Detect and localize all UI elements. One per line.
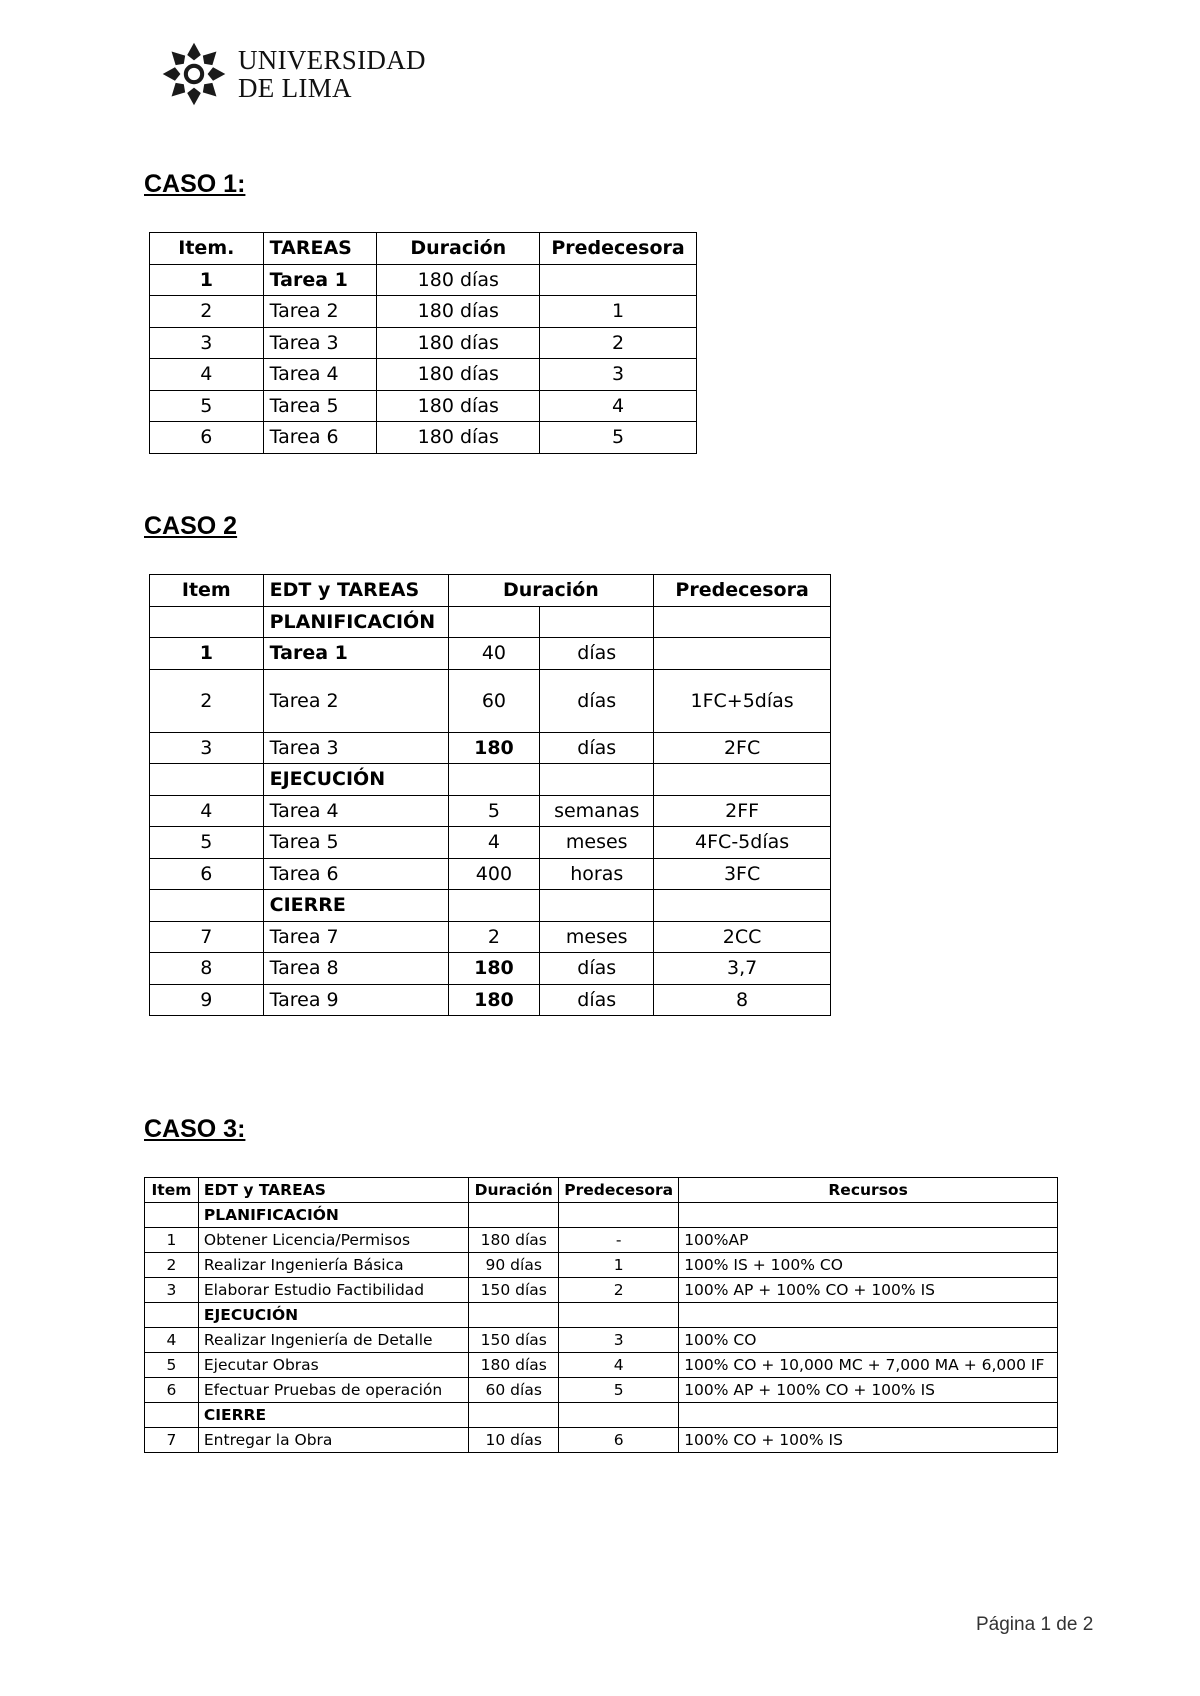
- table-row: [145, 1278, 1058, 1303]
- empty-cell: [448, 890, 540, 922]
- duration-unit-cell: días: [540, 953, 654, 985]
- caso2-header-item: Item: [150, 575, 264, 607]
- empty-cell: [469, 1303, 559, 1328]
- empty-cell: [654, 764, 831, 796]
- empty-cell: [540, 764, 654, 796]
- empty-cell: [679, 1303, 1058, 1328]
- empty-cell: [654, 890, 831, 922]
- duration-qty-cell: 180: [448, 732, 540, 764]
- empty-cell: [559, 1403, 679, 1428]
- table-row: [150, 669, 831, 732]
- item-cell: 6: [150, 858, 264, 890]
- caso2-title: CASO 2: [144, 512, 238, 540]
- section-label: CIERRE: [198, 1403, 468, 1428]
- item-cell: 5: [145, 1353, 199, 1378]
- task-cell: Tarea 6: [263, 858, 448, 890]
- predecessor-cell: 6: [559, 1428, 679, 1453]
- empty-cell: [150, 606, 264, 638]
- empty-cell: [540, 890, 654, 922]
- caso3-header-row: [145, 1178, 1058, 1203]
- predecessor-cell: 3,7: [654, 953, 831, 985]
- task-cell: Realizar Ingeniería Básica: [198, 1253, 468, 1278]
- duration-qty-cell: 400: [448, 858, 540, 890]
- task-cell: Tarea 5: [263, 390, 377, 422]
- duration-qty-cell: 2: [448, 921, 540, 953]
- predecessor-cell: 4FC-5días: [654, 827, 831, 859]
- item-cell: 1: [145, 1228, 199, 1253]
- predecessor-cell: 8: [654, 984, 831, 1016]
- caso2-header-predecesora: Predecesora: [654, 575, 831, 607]
- task-cell: Efectuar Pruebas de operación: [198, 1378, 468, 1403]
- item-cell: 6: [145, 1378, 199, 1403]
- item-cell: 7: [150, 921, 264, 953]
- duration-cell: 150 días: [469, 1328, 559, 1353]
- caso1-table: [149, 232, 697, 454]
- item-cell: 1: [150, 638, 264, 670]
- predecessor-cell: 5: [559, 1378, 679, 1403]
- table-row: [145, 1328, 1058, 1353]
- predecessor-cell: 4: [540, 390, 697, 422]
- item-cell: 8: [150, 953, 264, 985]
- table-row: [150, 984, 831, 1016]
- item-cell: 4: [150, 795, 264, 827]
- predecessor-cell: 1: [540, 296, 697, 328]
- duration-cell: 180 días: [377, 359, 540, 391]
- item-cell: 5: [150, 827, 264, 859]
- resources-cell: 100% AP + 100% CO + 100% IS: [679, 1278, 1058, 1303]
- section-row: [150, 606, 831, 638]
- duration-qty-cell: 180: [448, 953, 540, 985]
- section-label: CIERRE: [263, 890, 448, 922]
- empty-cell: [150, 890, 264, 922]
- item-cell: 5: [150, 390, 264, 422]
- duration-cell: 90 días: [469, 1253, 559, 1278]
- caso1-header-predecesora: Predecesora: [540, 233, 697, 265]
- caso3-title: CASO 3:: [144, 1115, 246, 1143]
- table-row: [150, 953, 831, 985]
- item-cell: 9: [150, 984, 264, 1016]
- section-label: EJECUCIÓN: [198, 1303, 468, 1328]
- section-label: PLANIFICACIÓN: [198, 1203, 468, 1228]
- duration-unit-cell: días: [540, 669, 654, 732]
- duration-qty-cell: 4: [448, 827, 540, 859]
- item-cell: 2: [150, 669, 264, 732]
- table-row: [145, 1228, 1058, 1253]
- section-row: [145, 1203, 1058, 1228]
- resources-cell: 100% CO + 10,000 MC + 7,000 MA + 6,000 IF: [679, 1353, 1058, 1378]
- task-cell: Tarea 3: [263, 327, 377, 359]
- task-cell: Tarea 4: [263, 359, 377, 391]
- duration-cell: 180 días: [377, 390, 540, 422]
- duration-cell: 180 días: [469, 1353, 559, 1378]
- resources-cell: 100% AP + 100% CO + 100% IS: [679, 1378, 1058, 1403]
- caso1-header-item: Item.: [150, 233, 264, 265]
- task-cell: Tarea 1: [263, 638, 448, 670]
- predecessor-cell: 3FC: [654, 858, 831, 890]
- empty-cell: [559, 1303, 679, 1328]
- logo-wordmark: [238, 46, 426, 102]
- duration-unit-cell: meses: [540, 921, 654, 953]
- task-cell: Tarea 3: [263, 732, 448, 764]
- predecessor-cell: 2FC: [654, 732, 831, 764]
- resources-cell: 100% CO + 100% IS: [679, 1428, 1058, 1453]
- duration-unit-cell: meses: [540, 827, 654, 859]
- table-row: [150, 390, 697, 422]
- caso3-header-edt: EDT y TAREAS: [198, 1178, 468, 1203]
- table-row: [145, 1378, 1058, 1403]
- caso1-title: CASO 1:: [144, 170, 246, 198]
- predecessor-cell: 1: [559, 1253, 679, 1278]
- duration-qty-cell: 5: [448, 795, 540, 827]
- item-cell: 1: [150, 264, 264, 296]
- task-cell: Entregar la Obra: [198, 1428, 468, 1453]
- table-row: [150, 422, 697, 454]
- predecessor-cell: 3: [540, 359, 697, 391]
- item-cell: 3: [150, 732, 264, 764]
- predecessor-cell: 2: [559, 1278, 679, 1303]
- task-cell: Tarea 8: [263, 953, 448, 985]
- empty-cell: [448, 764, 540, 796]
- item-cell: 3: [145, 1278, 199, 1303]
- page-number: Página 1 de 2: [976, 1614, 1094, 1635]
- predecessor-cell: 2: [540, 327, 697, 359]
- empty-cell: [559, 1203, 679, 1228]
- task-cell: Tarea 5: [263, 827, 448, 859]
- item-cell: 2: [150, 296, 264, 328]
- table-row: [150, 264, 697, 296]
- section-row: [145, 1303, 1058, 1328]
- table-row: [150, 638, 831, 670]
- task-cell: Ejecutar Obras: [198, 1353, 468, 1378]
- table-row: [150, 795, 831, 827]
- predecessor-cell: [540, 264, 697, 296]
- duration-unit-cell: días: [540, 984, 654, 1016]
- duration-cell: 150 días: [469, 1278, 559, 1303]
- task-cell: Tarea 4: [263, 795, 448, 827]
- university-logo: [160, 40, 426, 108]
- empty-cell: [145, 1303, 199, 1328]
- predecessor-cell: 2FF: [654, 795, 831, 827]
- section-row: [150, 890, 831, 922]
- item-cell: 7: [145, 1428, 199, 1453]
- caso2-header-row: [150, 575, 831, 607]
- duration-cell: 180 días: [377, 296, 540, 328]
- caso2-table: [149, 574, 831, 1016]
- task-cell: Tarea 6: [263, 422, 377, 454]
- duration-qty-cell: 60: [448, 669, 540, 732]
- resources-cell: 100% CO: [679, 1328, 1058, 1353]
- table-row: [150, 921, 831, 953]
- task-cell: Tarea 1: [263, 264, 377, 296]
- resources-cell: 100%AP: [679, 1228, 1058, 1253]
- table-row: [150, 327, 697, 359]
- item-cell: 4: [145, 1328, 199, 1353]
- resources-cell: 100% IS + 100% CO: [679, 1253, 1058, 1278]
- duration-cell: 10 días: [469, 1428, 559, 1453]
- caso2-header-duracion: Duración: [448, 575, 654, 607]
- predecessor-cell: 2CC: [654, 921, 831, 953]
- caso3-header-predecesora: Predecesora: [559, 1178, 679, 1203]
- empty-cell: [150, 764, 264, 796]
- star-logo-icon: [160, 40, 228, 108]
- item-cell: 2: [145, 1253, 199, 1278]
- task-cell: Tarea 2: [263, 669, 448, 732]
- duration-unit-cell: semanas: [540, 795, 654, 827]
- item-cell: 3: [150, 327, 264, 359]
- caso1-header-tareas: TAREAS: [263, 233, 377, 265]
- empty-cell: [448, 606, 540, 638]
- predecessor-cell: 4: [559, 1353, 679, 1378]
- duration-unit-cell: horas: [540, 858, 654, 890]
- caso1-header-row: [150, 233, 697, 265]
- logo-line-2: DE LIMA: [238, 73, 352, 103]
- empty-cell: [540, 606, 654, 638]
- empty-cell: [145, 1203, 199, 1228]
- item-cell: 6: [150, 422, 264, 454]
- predecessor-cell: -: [559, 1228, 679, 1253]
- task-cell: Obtener Licencia/Permisos: [198, 1228, 468, 1253]
- logo-line-1: UNIVERSIDAD: [238, 45, 426, 75]
- caso3-header-item: Item: [145, 1178, 199, 1203]
- table-row: [145, 1353, 1058, 1378]
- caso3-header-duracion: Duración: [469, 1178, 559, 1203]
- table-row: [145, 1253, 1058, 1278]
- duration-cell: 180 días: [377, 422, 540, 454]
- table-row: [150, 858, 831, 890]
- caso3-header-recursos: Recursos: [679, 1178, 1058, 1203]
- task-cell: Tarea 9: [263, 984, 448, 1016]
- duration-qty-cell: 40: [448, 638, 540, 670]
- table-row: [145, 1428, 1058, 1453]
- predecessor-cell: 5: [540, 422, 697, 454]
- duration-unit-cell: días: [540, 732, 654, 764]
- table-row: [150, 359, 697, 391]
- task-cell: Tarea 7: [263, 921, 448, 953]
- empty-cell: [469, 1403, 559, 1428]
- section-label: PLANIFICACIÓN: [263, 606, 448, 638]
- section-row: [145, 1403, 1058, 1428]
- duration-cell: 180 días: [377, 264, 540, 296]
- section-row: [150, 764, 831, 796]
- table-row: [150, 732, 831, 764]
- table-row: [150, 296, 697, 328]
- predecessor-cell: 3: [559, 1328, 679, 1353]
- empty-cell: [679, 1203, 1058, 1228]
- task-cell: Realizar Ingeniería de Detalle: [198, 1328, 468, 1353]
- empty-cell: [145, 1403, 199, 1428]
- section-label: EJECUCIÓN: [263, 764, 448, 796]
- predecessor-cell: [654, 638, 831, 670]
- task-cell: Elaborar Estudio Factibilidad: [198, 1278, 468, 1303]
- duration-cell: 180 días: [377, 327, 540, 359]
- caso1-header-duracion: Duración: [377, 233, 540, 265]
- duration-qty-cell: 180: [448, 984, 540, 1016]
- task-cell: Tarea 2: [263, 296, 377, 328]
- predecessor-cell: 1FC+5días: [654, 669, 831, 732]
- empty-cell: [469, 1203, 559, 1228]
- empty-cell: [654, 606, 831, 638]
- caso3-table: [144, 1177, 1058, 1453]
- duration-cell: 180 días: [469, 1228, 559, 1253]
- table-row: [150, 827, 831, 859]
- duration-unit-cell: días: [540, 638, 654, 670]
- duration-cell: 60 días: [469, 1378, 559, 1403]
- caso2-header-edt: EDT y TAREAS: [263, 575, 448, 607]
- empty-cell: [679, 1403, 1058, 1428]
- item-cell: 4: [150, 359, 264, 391]
